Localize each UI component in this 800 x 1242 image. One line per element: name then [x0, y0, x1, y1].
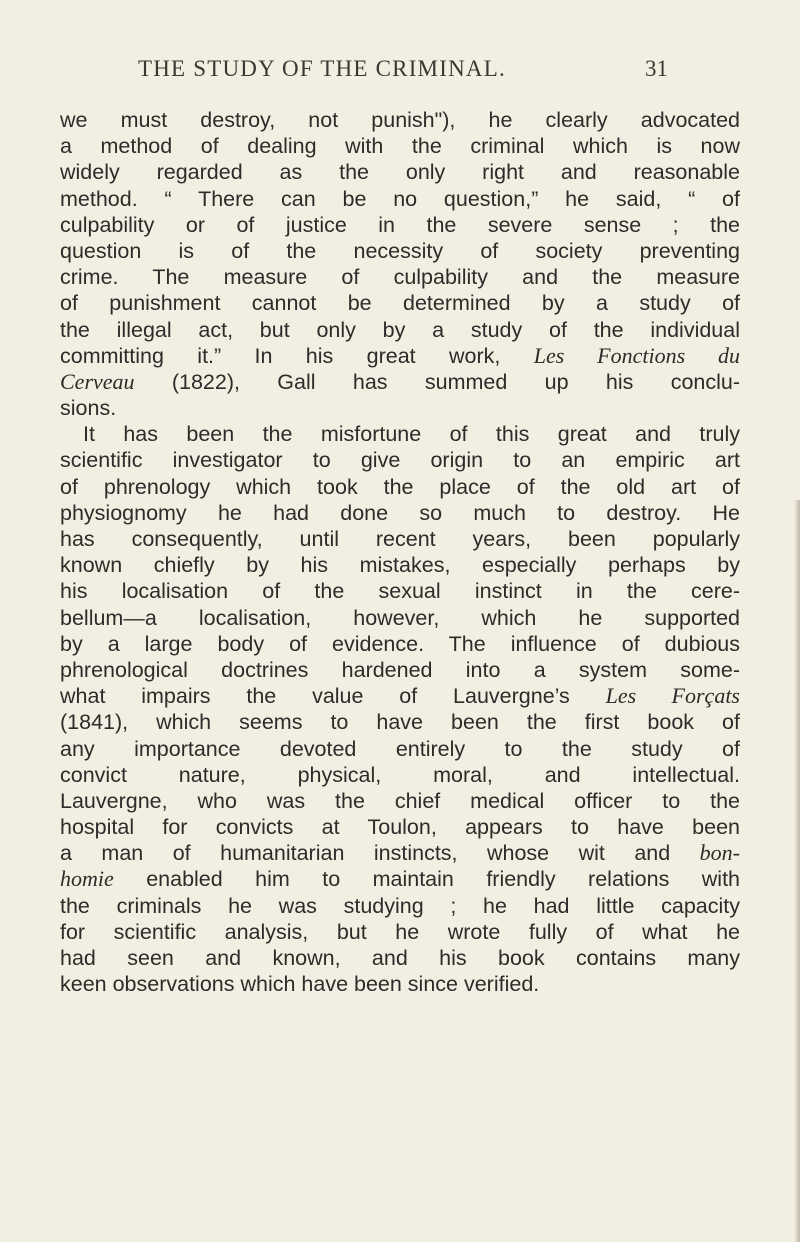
text-line: method. “ There can be no question,” he said, “ of [60, 186, 740, 211]
text-line: had seen and known, and his book contains many [60, 946, 740, 970]
text-line: any importance devoted entirely to the study of [60, 736, 740, 761]
text-line [60, 683, 740, 709]
text-line [60, 343, 740, 369]
body-text [60, 107, 740, 997]
italic-title: bon- [699, 840, 740, 866]
text-line: question is of the necessity of society preventing [60, 238, 740, 263]
italic-title: Les Forçats [605, 683, 740, 709]
text-line: of punishment cannot be determined by a study of [60, 291, 740, 316]
text-line: phrenological doctrines hardened into a system some- [60, 657, 740, 682]
text-line: bellum—a localisation, however, which he supported [60, 605, 740, 630]
text-segment: (1822), Gall has summed up his conclu- [134, 369, 740, 394]
text-line: by a large body of evidence. The influence of dubious [60, 631, 740, 656]
text-line: the illegal act, but only by a study of the individual [60, 317, 740, 342]
text-line: of phrenology which took the place of the old art of [60, 474, 740, 499]
text-line: a method of dealing with the criminal which is now [60, 134, 740, 159]
page-number: 31 [645, 56, 668, 81]
page-edge-shadow [794, 500, 800, 1242]
running-title: THE STUDY OF THE CRIMINAL. [138, 56, 506, 81]
text-line: hospital for convicts at Toulon, appears to have been [60, 815, 740, 840]
text-line: crime. The measure of culpability and the measure [60, 265, 740, 290]
text-segment: enabled him to maintain friendly relations with [113, 867, 740, 892]
text-line: we must destroy, not punish"), he clearly advocated [60, 108, 740, 132]
text-line: for scientific analysis, but he wrote fully of what he [60, 919, 740, 944]
text-line [60, 840, 740, 866]
italic-title: homie [60, 866, 114, 892]
text-segment: a man of humanitarian instincts, whose wit and [60, 841, 700, 866]
text-line: It has been the misfortune of this great and truly [83, 422, 740, 447]
text-line: convict nature, physical, moral, and intellectual. [60, 762, 740, 787]
text-line: sions. [60, 396, 117, 421]
text-line [60, 866, 740, 892]
text-line: (1841), which seems to have been the first book of [60, 710, 740, 735]
italic-title: Les Fonctions du [533, 342, 740, 368]
text-line: known chiefly by his mistakes, especially perhaps by [60, 553, 740, 578]
italic-title: Cerveau [60, 368, 135, 394]
text-line [60, 369, 740, 395]
text-line: the criminals he was studying ; he had little capacity [60, 893, 740, 918]
text-line: keen observations which have been since verified. [60, 972, 540, 997]
text-line: has consequently, until recent years, been popularly [60, 527, 740, 551]
text-segment: committing it.” In his great work, [60, 343, 534, 368]
text-line: scientific investigator to give origin to an empiric art [60, 448, 740, 473]
text-line: physiognomy he had done so much to destroy. He [60, 500, 740, 525]
text-line: Lauvergne, who was the chief medical officer to the [60, 788, 740, 813]
text-line: widely regarded as the only right and reasonable [60, 160, 740, 185]
text-segment: what impairs the value of Lauvergne’s [60, 684, 606, 709]
text-line: his localisation of the sexual instinct in the cere- [60, 579, 740, 604]
text-line: culpability or of justice in the severe sense ; the [60, 212, 740, 237]
